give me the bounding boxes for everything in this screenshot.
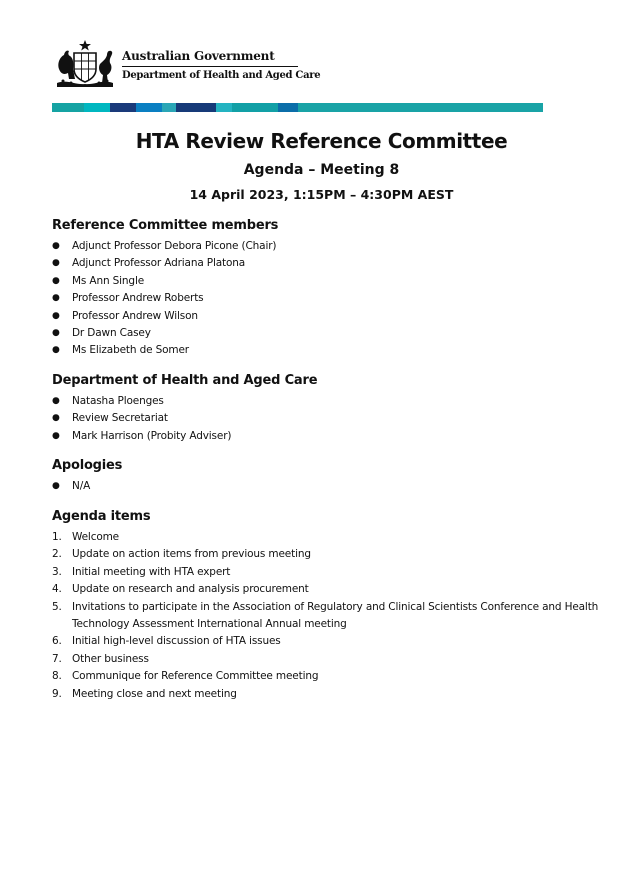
list-item: [52, 686, 612, 703]
list-item: [52, 651, 612, 668]
bullet-icon: ●: [52, 396, 60, 406]
list-item-text: Initial meeting with HTA expert: [72, 565, 231, 578]
list-item: [52, 564, 612, 581]
color-band-segment: [162, 103, 176, 112]
list-item-text: Initial high-level discussion of HTA issues: [72, 635, 281, 648]
list-item-text: Other business: [72, 652, 149, 665]
list-item-text: Adjunct Professor Debora Picone (Chair): [72, 240, 277, 252]
department-name: Department of Health and Aged Care: [122, 70, 321, 81]
item-number: 8.: [52, 670, 62, 683]
item-number: 3.: [52, 565, 62, 578]
list-item-text: Update on research and analysis procurement: [72, 583, 309, 596]
bullet-icon: ●: [52, 481, 60, 491]
list-item: [52, 255, 612, 272]
list-item: [52, 325, 612, 342]
meeting-date: 14 April 2023, 1:15PM – 4:30PM AEST: [189, 187, 454, 202]
list-item-text: Adjunct Professor Adriana Platona: [72, 257, 246, 270]
item-number: 6.: [52, 635, 62, 648]
list-item: [52, 428, 612, 445]
list-item-text: Professor Andrew Wilson: [72, 309, 198, 322]
color-band-segment: [232, 103, 278, 112]
bullet-icon: ●: [52, 413, 60, 424]
list-item: [52, 410, 612, 427]
item-number: 5.: [52, 600, 62, 613]
bullet-icon: ●: [52, 328, 60, 339]
bullet-icon: ●: [52, 275, 60, 286]
page-title: HTA Review Reference Committee: [135, 129, 508, 153]
list-item: [52, 342, 612, 359]
list-item: [52, 290, 612, 307]
color-band-segment: [216, 103, 232, 112]
color-band-segment: [84, 103, 110, 112]
color-band-segment: [52, 103, 84, 112]
members-heading: Reference Committee members: [52, 218, 279, 233]
list-item-text: Welcome: [72, 531, 119, 543]
coat-of-arms-icon: [53, 39, 117, 89]
list-item: [52, 633, 612, 650]
apologies-list: [52, 478, 612, 495]
list-item: [52, 668, 612, 685]
list-item: [52, 599, 612, 634]
list-item-text: Dr Dawn Casey: [72, 327, 151, 340]
bullet-icon: ●: [52, 430, 60, 441]
agenda-section: [52, 508, 612, 703]
list-item-text: Ms Ann Single: [72, 274, 145, 287]
list-item-text: N/A: [72, 480, 91, 492]
item-number: 4.: [52, 583, 62, 596]
list-item: [52, 529, 612, 546]
bullet-icon: ●: [52, 258, 60, 269]
bullet-icon: ●: [52, 293, 60, 304]
list-item-text: Review Secretariat: [72, 412, 168, 425]
department-section: [52, 372, 612, 445]
agenda-heading: Agenda items: [52, 509, 151, 524]
members-list: [52, 238, 612, 360]
color-band: [52, 103, 543, 112]
department-heading: Department of Health and Aged Care: [52, 373, 318, 388]
apologies-section: [52, 457, 612, 495]
header-divider: [122, 66, 298, 67]
department-list: [52, 393, 612, 445]
members-section: [52, 217, 612, 360]
color-band-segment: [278, 103, 298, 112]
list-item: [52, 238, 612, 255]
page-subtitle: Agenda – Meeting 8: [243, 162, 400, 178]
color-band-segment: [110, 103, 136, 112]
item-number: 1.: [52, 531, 62, 543]
list-item-text: Invitations to participate in the Association of Regulatory and Clinical Scientists Conference and Health Technology Assessment International Annual meeting: [72, 600, 599, 631]
list-item-text: Update on action items from previous meeting: [72, 548, 311, 561]
item-number: 9.: [52, 687, 62, 700]
bullet-icon: ●: [52, 310, 60, 321]
list-item-text: Professor Andrew Roberts: [72, 292, 204, 305]
agenda-list: [52, 529, 612, 703]
list-item: [52, 308, 612, 325]
government-title: Australian Government: [122, 49, 275, 63]
list-item-text: Communique for Reference Committee meeting: [72, 670, 319, 683]
bullet-icon: ●: [52, 241, 60, 251]
color-band-segment: [136, 103, 162, 112]
list-item: [52, 478, 612, 495]
bullet-icon: ●: [52, 345, 60, 356]
list-item-text: Ms Elizabeth de Somer: [72, 344, 189, 357]
list-item: [52, 273, 612, 290]
list-item: [52, 546, 612, 563]
list-item: [52, 581, 612, 598]
apologies-heading: Apologies: [52, 458, 123, 473]
color-band-segment: [176, 103, 216, 112]
list-item-text: Mark Harrison (Probity Adviser): [72, 429, 232, 442]
list-item-text: Meeting close and next meeting: [72, 687, 237, 700]
list-item: [52, 393, 612, 410]
item-number: 7.: [52, 652, 62, 665]
item-number: 2.: [52, 548, 62, 561]
list-item-text: Natasha Ploenges: [72, 395, 164, 407]
color-band-segment: [298, 103, 543, 112]
